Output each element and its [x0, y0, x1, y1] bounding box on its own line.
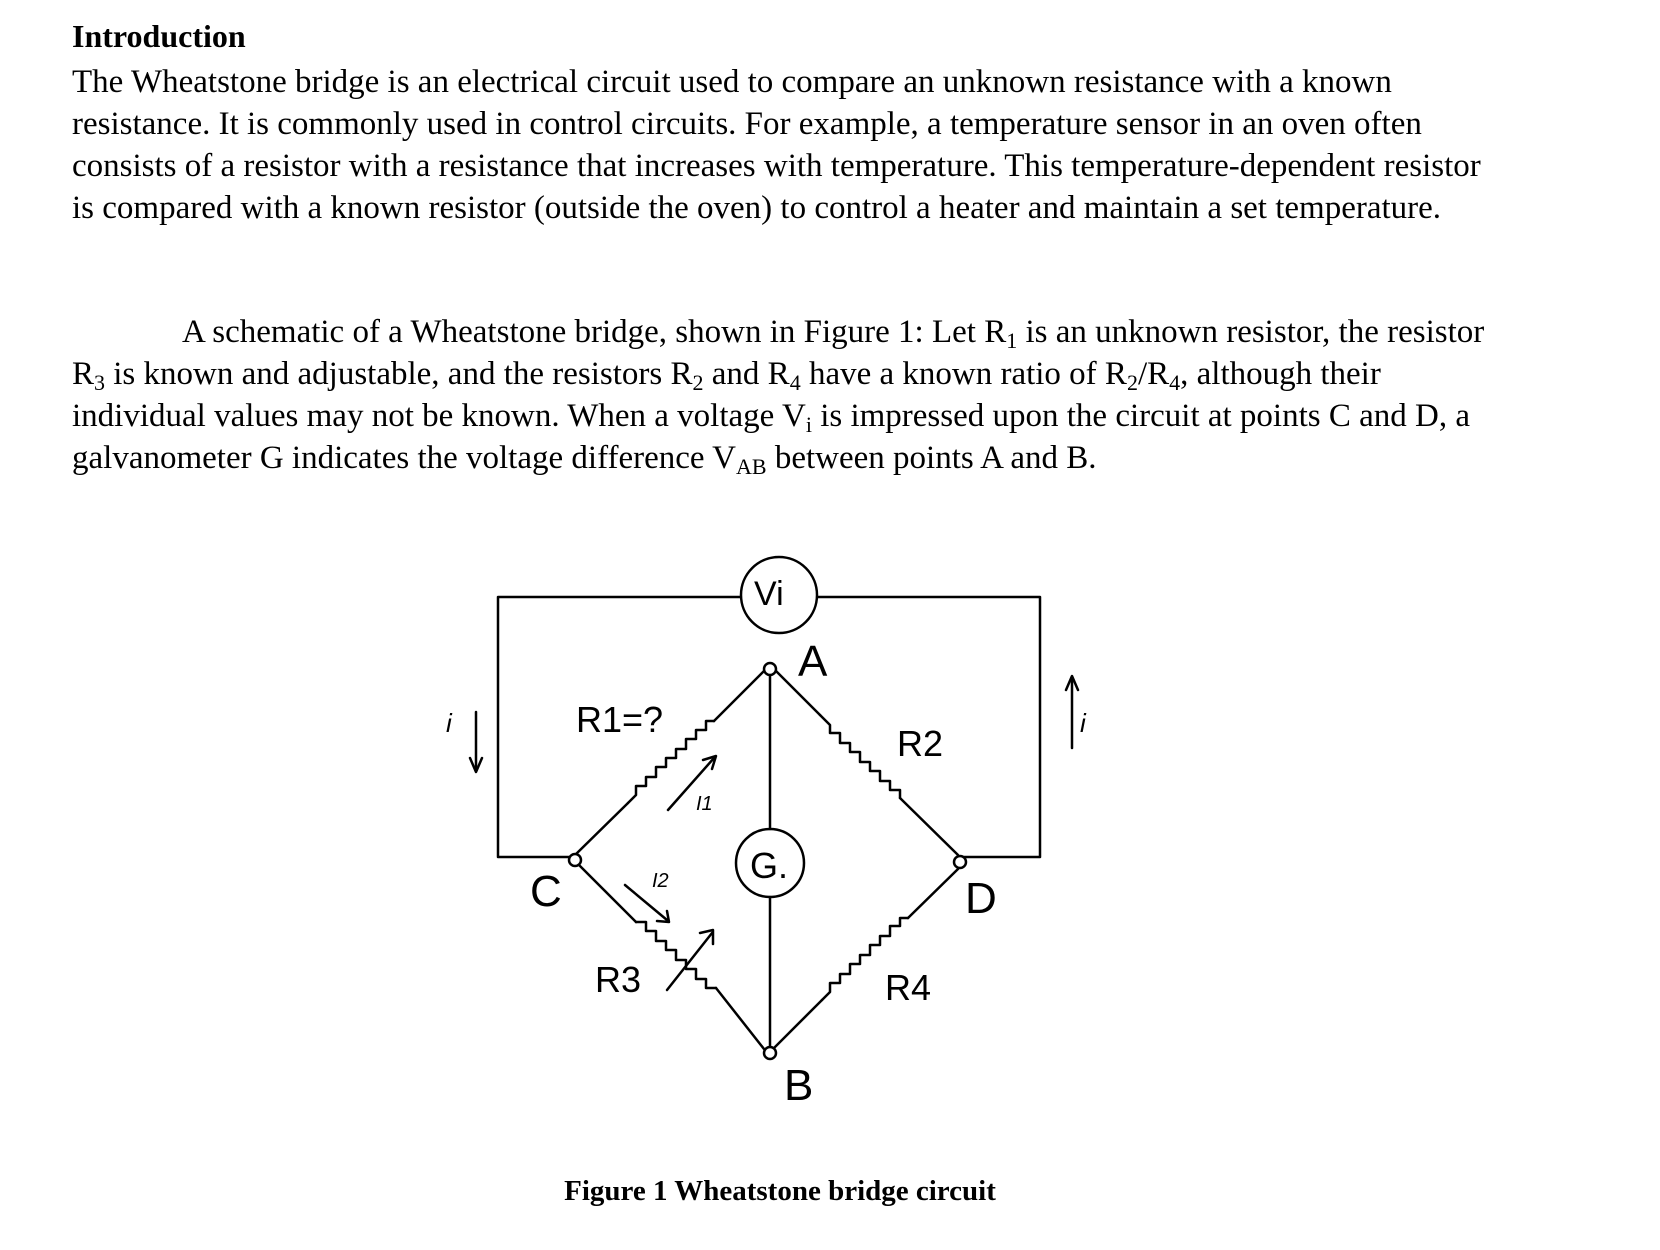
subscript: 1 [1006, 328, 1018, 353]
wire-c-r1 [573, 803, 628, 857]
wire-r1-a [714, 669, 766, 721]
text-run: A schematic of a Wheatstone bridge, shown in Figure 1: Let R [182, 314, 1007, 350]
subscript: 2 [1126, 370, 1138, 395]
label-current-right: i [1080, 708, 1086, 738]
resistor-r2 [820, 715, 900, 798]
label-c: C [530, 867, 562, 916]
subscript: 4 [1169, 370, 1181, 395]
label-d: D [965, 874, 997, 923]
node-b [764, 1047, 776, 1059]
node-c [569, 854, 581, 866]
label-i1: I1 [696, 793, 713, 815]
section-heading: Introduction [72, 18, 246, 54]
label-i2: I2 [652, 870, 669, 892]
text-run: is an unknown resistor, the resistor R [72, 314, 1485, 392]
label-r4: R4 [885, 967, 932, 1008]
subscript: i [805, 412, 812, 437]
node-a [764, 663, 776, 675]
label-g: G. [750, 845, 789, 886]
figure-caption: Figure 1 Wheatstone bridge circuit [564, 1175, 996, 1207]
text-run: , although their individual values may not be known. When a voltage V [72, 356, 1381, 434]
wire-b-r4 [773, 1000, 822, 1049]
label-r2: R2 [897, 723, 944, 764]
text-run: have a known ratio of R [800, 356, 1127, 392]
subscript: 3 [94, 370, 106, 395]
text-run: between points A and B. [766, 440, 1097, 476]
label-b: B [784, 1061, 814, 1110]
node-d [954, 856, 966, 868]
subscript: 2 [692, 370, 704, 395]
label-a: A [798, 637, 828, 686]
label-r3: R3 [595, 959, 642, 1000]
subscript: 4 [789, 370, 801, 395]
wire-r4-d [908, 869, 958, 918]
text-run: and R [703, 356, 790, 392]
wire-r2-d [900, 798, 958, 855]
text-run: /R [1137, 356, 1170, 392]
label-current-left: i [446, 708, 452, 738]
label-vi: Vi [754, 575, 784, 613]
intro-paragraph: The Wheatstone bridge is an electrical circuit used to compare an unknown resistance with a known resistance. It is commonly used in control circuits. For example, a temperature sensor in an oven often consists of a resistor with a resistance that increases with temperature. This temperature-dependent resistor is compared with a known resistor (outside the oven) to control a heater and maintain a set temperature. [72, 64, 1481, 226]
label-r1: R1=? [576, 699, 664, 740]
text-run: is impressed upon the circuit at points C and D, a galvanometer G indicates the voltage difference V [72, 398, 1470, 476]
subscript: AB [736, 454, 767, 479]
wire-r3-b [716, 988, 764, 1049]
text-run: is known and adjustable, and the resistors R [105, 356, 693, 392]
wire-c-r3 [577, 863, 636, 922]
